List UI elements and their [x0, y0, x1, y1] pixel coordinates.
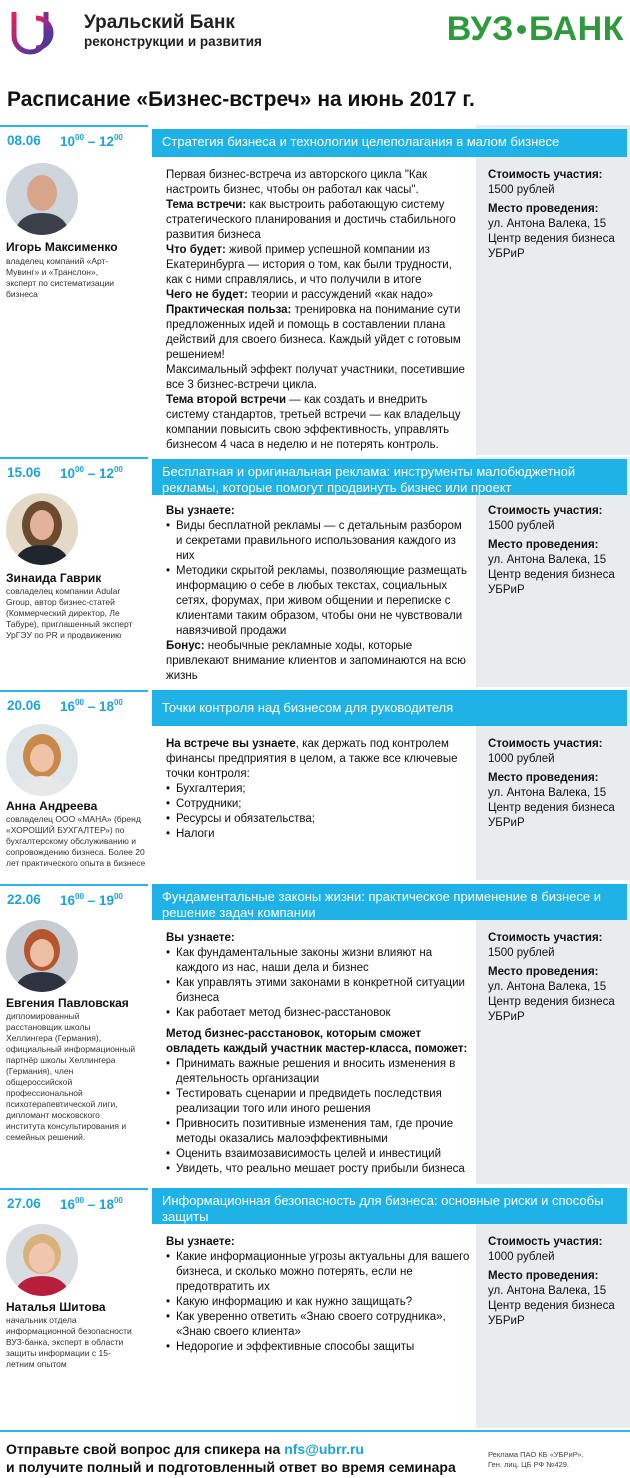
- page-header: [0, 0, 630, 80]
- list-item: • Методики скрытой рекламы, позволяющие размещать информацию о себе в любых текстах, социальных сетях, форумах, при живом общении и переписке с клиентами таким образом, чтобы они не чувствовали навязчивой продажи: [166, 564, 471, 639]
- footer-cta: Отправьте свой вопрос для спикера на nfs@ubrr.ru и получите полный и подготовленный ответ во время семинара: [6, 1441, 456, 1475]
- speaker-name: Зинаида Гаврик: [6, 571, 102, 585]
- event-time: $10^{00} - 12^{00}$: [60, 465, 123, 481]
- speaker-name: Анна Андреева: [6, 799, 98, 813]
- list-item: • Какие информационные угрозы актуальны для вашего бизнеса, и сколько можно потерять, если не предотвратить их: [166, 1250, 471, 1295]
- event-topic: Информационная безопасность для бизнеса: основные риски и способы защиты: [152, 1188, 627, 1224]
- list-item: • Принимать важные решения и вносить изменения в деятельность организации: [166, 1057, 471, 1087]
- speaker-name: Игорь Максименко: [6, 240, 118, 254]
- event-description: Вы узнаете: • Какие информационные угрозы актуальны для вашего бизнеса, и сколько можно потерять, если не предотвратить их • Какую информацию и как нужно защищать? • Как уверенно ответить «Знаю своего сотрудника», «Знаю своего клиента» • Недорогие и эффективные способы защиты: [166, 1235, 471, 1355]
- divider: [0, 884, 148, 886]
- event-description: Вы узнаете: • Виды бесплатной рекламы — с детальным разбором и секретами правильного использования каждого из них • Методики скрытой рекламы, позволяющие размещать информацию о себе в любых текстах, социальных сетях, форумах, при живом общении и переписке с клиентами таким образом, чтобы они не чувствовали навязчивой продажи Бонус: необычные рекламные ходы, которые привлекают внимание клиентов и запоминаются на всю жизнь: [166, 504, 471, 684]
- event-info: Стоимость участия: 1500 рублей Место проведения: ул. Антона Валека, 15 Центр ведения бизнеса УБРиР: [488, 169, 615, 260]
- event-time: $10^{00} - 12^{00}$: [60, 133, 123, 149]
- event-time: $16^{00} - 19^{00}$: [60, 892, 123, 908]
- speaker-description: совладелец компании Adular Group, автор бизнес-статей (Коммерческий директор, Ле Табуре), приглашенный эксперт УрГЭУ по PR и продвижению: [6, 586, 133, 640]
- list-item: • Оценить взаимозависимость целей и инвестиций: [166, 1147, 471, 1162]
- list-item: • Как фундаментальные законы жизни влияют на каждого из нас, наши дела и бизнес: [166, 946, 471, 976]
- event-description: Первая бизнес-встреча из авторского цикла "Как настроить бизнес, чтобы он работал как часы". Тема встречи: как выстроить работающую систему стратегического планирования и достичь стабильного развития бизнеса Что будет: живой пример успешной компании из Екатеринбурга — история о том, как были трудности, как с ними справлялись, и что получили в итоге Чего не будет: теории и рассуждений «как надо» Практическая польза: тренировка на понимание сути предложенных идей и помощь в составлении плана действий для своего бизнеса. Каждый уйдет с готовым решением! Максимальный эффект получат участники, посетившие все 3 бизнес-встречи цикла. Тема второй встречи — как создать и внедрить систему стандартов, третьей встречи — как владельцу компании повысить свою эффективность, управлять бизнесом 4 часа в неделю и не потерять контроль.: [166, 169, 465, 451]
- speaker-photo: [6, 724, 78, 796]
- event-info: Стоимость участия: 1000 рублей Место проведения: ул. Антона Валека, 15 Центр ведения бизнеса УБРиР: [488, 738, 615, 829]
- list-item: • Сотрудники;: [166, 797, 471, 812]
- ubrr-logo-icon: [8, 8, 64, 60]
- event-time: $16^{00} - 18^{00}$: [60, 698, 123, 714]
- list-item: • Какую информацию и как нужно защищать?: [166, 1295, 471, 1310]
- legal-note: Реклама ПАО КБ «УБРиР». Ген. лиц. ЦБ РФ №429.: [488, 1450, 584, 1469]
- ubrr-name: Уральский Банк: [84, 12, 235, 33]
- list-item: • Бухгалтерия;: [166, 782, 471, 797]
- speaker-description: совладелец ООО «МАНА» (бренд «ХОРОШИЙ БУХГАЛТЕР») по бухгалтерскому обслуживанию и сопровождению бизнеса. Более 20 лет практического опыта в бизнесе: [6, 814, 146, 868]
- event-topic: Точки контроля над бизнесом для руководителя: [152, 690, 627, 726]
- event-date: 27.06: [7, 1196, 41, 1211]
- list-item: • Увидеть, что реально мешает росту прибыли бизнеса: [166, 1162, 471, 1177]
- event-date: 22.06: [7, 892, 41, 907]
- vuz-bank-logo: ВУЗ БАНК: [446, 10, 624, 48]
- page-title: Расписание «Бизнес-встреч» на июнь 2017 г.: [7, 88, 475, 111]
- speaker-description: начальник отдела информационной безопасности ВУЗ-банка, эксперт в области защиты информации с 15-летним опытом: [6, 1315, 132, 1369]
- list-item: • Как управлять этими законами в конкретной ситуации бизнеса: [166, 976, 471, 1006]
- event-15-06: [0, 457, 630, 687]
- event-date: 08.06: [7, 133, 41, 148]
- event-22-06: [0, 884, 630, 1184]
- list-item: • Налоги: [166, 827, 471, 842]
- list-item: • Ресурсы и обязательства;: [166, 812, 471, 827]
- email-link[interactable]: nfs@ubrr.ru: [284, 1441, 364, 1457]
- divider: [0, 457, 148, 459]
- speaker-description: владелец компаний «Арт-Мувинг» и «Транслон», эксперт по систематизации бизнеса: [6, 256, 115, 299]
- event-info: Стоимость участия: 1500 рублей Место проведения: ул. Антона Валека, 15 Центр ведения бизнеса УБРиР: [488, 932, 615, 1023]
- list-item: • Тестировать сценарии и предвидеть последствия реализации того или иного решения: [166, 1087, 471, 1117]
- speaker-photo: [6, 493, 78, 565]
- event-description: Вы узнаете: • Как фундаментальные законы жизни влияют на каждого из нас, наши дела и бизнес • Как управлять этими законами в конкретной ситуации бизнеса • Как работает метод бизнес-расстановок Метод бизнес-расстановок, которым сможет овладеть каждый участник мастер-класса, поможет: • Принимать важные решения и вносить изменения в деятельность организации • Тестировать сценарии и предвидеть последствия реализации того или иного решения • Привносить позитивные изменения там, где прочие методы оказались малоэффективными • Оценить взаимозависимость целей и инвестиций • Увидеть, что реально мешает росту прибыли бизнеса: [166, 931, 471, 1177]
- event-date: 15.06: [7, 465, 41, 480]
- list-item: • Как уверенно ответить «Знаю своего сотрудника», «Знаю своего клиента»: [166, 1310, 471, 1340]
- footer-divider: [0, 1430, 630, 1432]
- speaker-photo: [6, 1224, 78, 1296]
- list-item: • Недорогие и эффективные способы защиты: [166, 1340, 471, 1355]
- divider: [0, 125, 148, 127]
- event-topic: Бесплатная и оригинальная реклама: инструменты малобюджетной рекламы, которые помогут продвинуть бизнес или проект: [152, 459, 627, 495]
- event-27-06: [0, 1188, 630, 1428]
- event-topic: Фундаментальные законы жизни: практическое применение в бизнесе и решение задач компании: [152, 884, 627, 920]
- event-date: 20.06: [7, 698, 41, 713]
- ubrr-subtitle: реконструкции и развития: [84, 34, 262, 49]
- divider: [0, 1188, 148, 1190]
- divider: [0, 690, 148, 692]
- event-info: Стоимость участия: 1000 рублей Место проведения: ул. Антона Валека, 15 Центр ведения бизнеса УБРиР: [488, 1236, 615, 1327]
- event-20-06: [0, 690, 630, 880]
- event-08-06: [0, 125, 630, 455]
- speaker-photo: [6, 163, 78, 235]
- event-description: На встрече вы узнаете, как держать под контролем финансы предприятия в целом, а также все ключевые точки контроля: • Бухгалтерия; • Сотрудники; • Ресурсы и обязательства; • Налоги: [166, 737, 471, 842]
- event-time: $16^{00} - 18^{00}$: [60, 1196, 123, 1212]
- info-panel: [476, 884, 630, 1184]
- speaker-name: Наталья Шитова: [6, 1300, 106, 1314]
- speaker-description: дипломированный расстановщик школы Хеллингера (Германия), официальный информационный партнёр школы Хеллингера (Германия), член общероссийской профессиональной психотерапевтической лиги, дипломант московского института консультирования и семейных решений.: [6, 1011, 136, 1142]
- speaker-name: Евгения Павловская: [6, 996, 129, 1010]
- list-item: • Привносить позитивные изменения там, где прочие методы оказались малоэффективными: [166, 1117, 471, 1147]
- event-info: Стоимость участия: 1500 рублей Место проведения: ул. Антона Валека, 15 Центр ведения бизнеса УБРиР: [488, 505, 615, 596]
- list-item: • Виды бесплатной рекламы — с детальным разбором и секретами правильного использования каждого из них: [166, 519, 471, 564]
- speaker-photo: [6, 920, 78, 992]
- list-item: • Как работает метод бизнес-расстановок: [166, 1006, 471, 1021]
- event-topic: Стратегия бизнеса и технологии целеполагания в малом бизнесе: [152, 129, 627, 157]
